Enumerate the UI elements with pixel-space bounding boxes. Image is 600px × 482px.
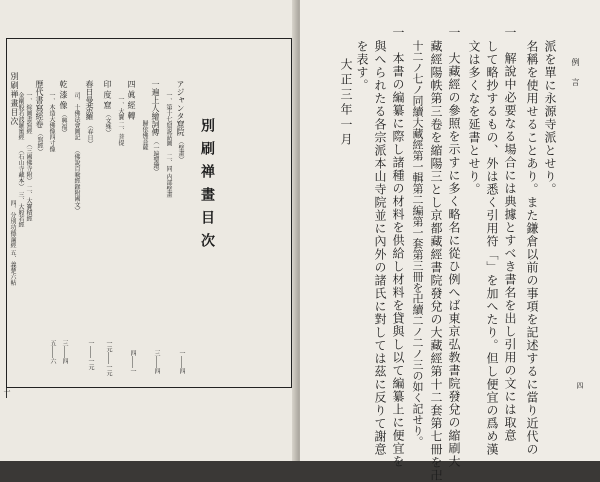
body-line: 藏經陽帙第三卷を縮陽三とし京都藏經書院發兌の大藏經第十二套第七冊を卍 [429,40,443,482]
toc-subentry: 一、綜圖書寫經 （三國佛寺附） 二、大寶積經 [25,92,32,222]
body-line: 一 解說中必要なる場合には典據とすべき書名を出し引用の文には取意 [503,26,517,442]
toc-entry: 四 眞 經 轉 [127,80,136,120]
toc-page: 三――四 [153,350,160,374]
running-title-left: 別刷禅畫目次 [10,72,19,126]
toc-subentry: 金剛般若波羅蜜經 （石山寺藏本） 三、大般若經 [17,92,24,228]
toc-frame [6,38,292,388]
toc-page: 三――四 [61,340,68,364]
folio: 四 [576,382,584,389]
left-page [0,0,300,461]
date-line: 大正三年一月 [339,58,353,148]
body-line: 文は多くなを延書とせり。 [467,40,481,196]
toc-subentry: 一、木造大佛像四寸像 [48,92,55,152]
toc-page: 一元――一元 [105,340,112,376]
toc-entry: 春日曼荼羅 （春日） [85,80,94,147]
body-line: 十二ノ七ノ同續大藏經第一輯第二編第一套第三冊を卍續二ノ二ノ三の如く記せり。 [411,40,424,447]
body-line: を表す。 [355,40,369,92]
toc-page: 五――六 [49,340,56,364]
toc-entry: 一遍上人繪詞傳 （一遍聖繪） [151,80,160,175]
body-line: 一 本書の編纂に際し諸種の材料を供給し材料を貸與し以て編纂上に便宜を [391,26,405,468]
body-line: 一 大藏經の參照を示すに多く略名に從ひ例へば東京弘教書院發兌の縮刷大 [447,26,461,468]
toc-page: 四――一 [129,350,136,374]
toc-subentry: 一、第十七窟説話圖 二、同 内部壁畫 [165,92,172,198]
toc-title: 別刷禅畫目次 [199,118,215,256]
body-line: して略抄するもの、外は悉く引用符「」を加へたり。但し便宜の爲め漢 [485,40,499,456]
toc-entry: 乾 漆 像 （興福） [59,80,68,136]
toc-page: 一――四 [178,350,185,374]
toc-entry: アジャンタ窟院 （壁畫） [176,80,185,163]
running-title-right: 例 言 [571,58,580,88]
toc-entry: 印 度 窟 （文殊） [103,80,112,136]
toc-subentry: 司、十佛法會圖記 （佛說百喩經錄附國文） [73,92,80,214]
body-line: 名稱を使用せることあり。また鎌倉以前の事項を記述するに當り近代の [525,40,539,456]
toc-page: 一――一元 [87,340,94,370]
toc-subentry: 四、分別功德論經 五、義楚六帖 [9,200,16,286]
toc-subentry: 歸依佛菩薩 [141,120,148,150]
body-line: 與へられたる各宗派本山寺院並に內外の諸氏に對しては茲に反りて謝意 [373,40,387,456]
toc-entry: 歷代書寫經卷 （寫經） [35,80,44,155]
body-line: 派を單に永源寺派とせり。 [543,40,557,196]
toc-subentry: 一、大寶 二、菩提 [117,96,124,146]
footer-mark: 一 [3,388,11,395]
right-page [300,0,600,482]
